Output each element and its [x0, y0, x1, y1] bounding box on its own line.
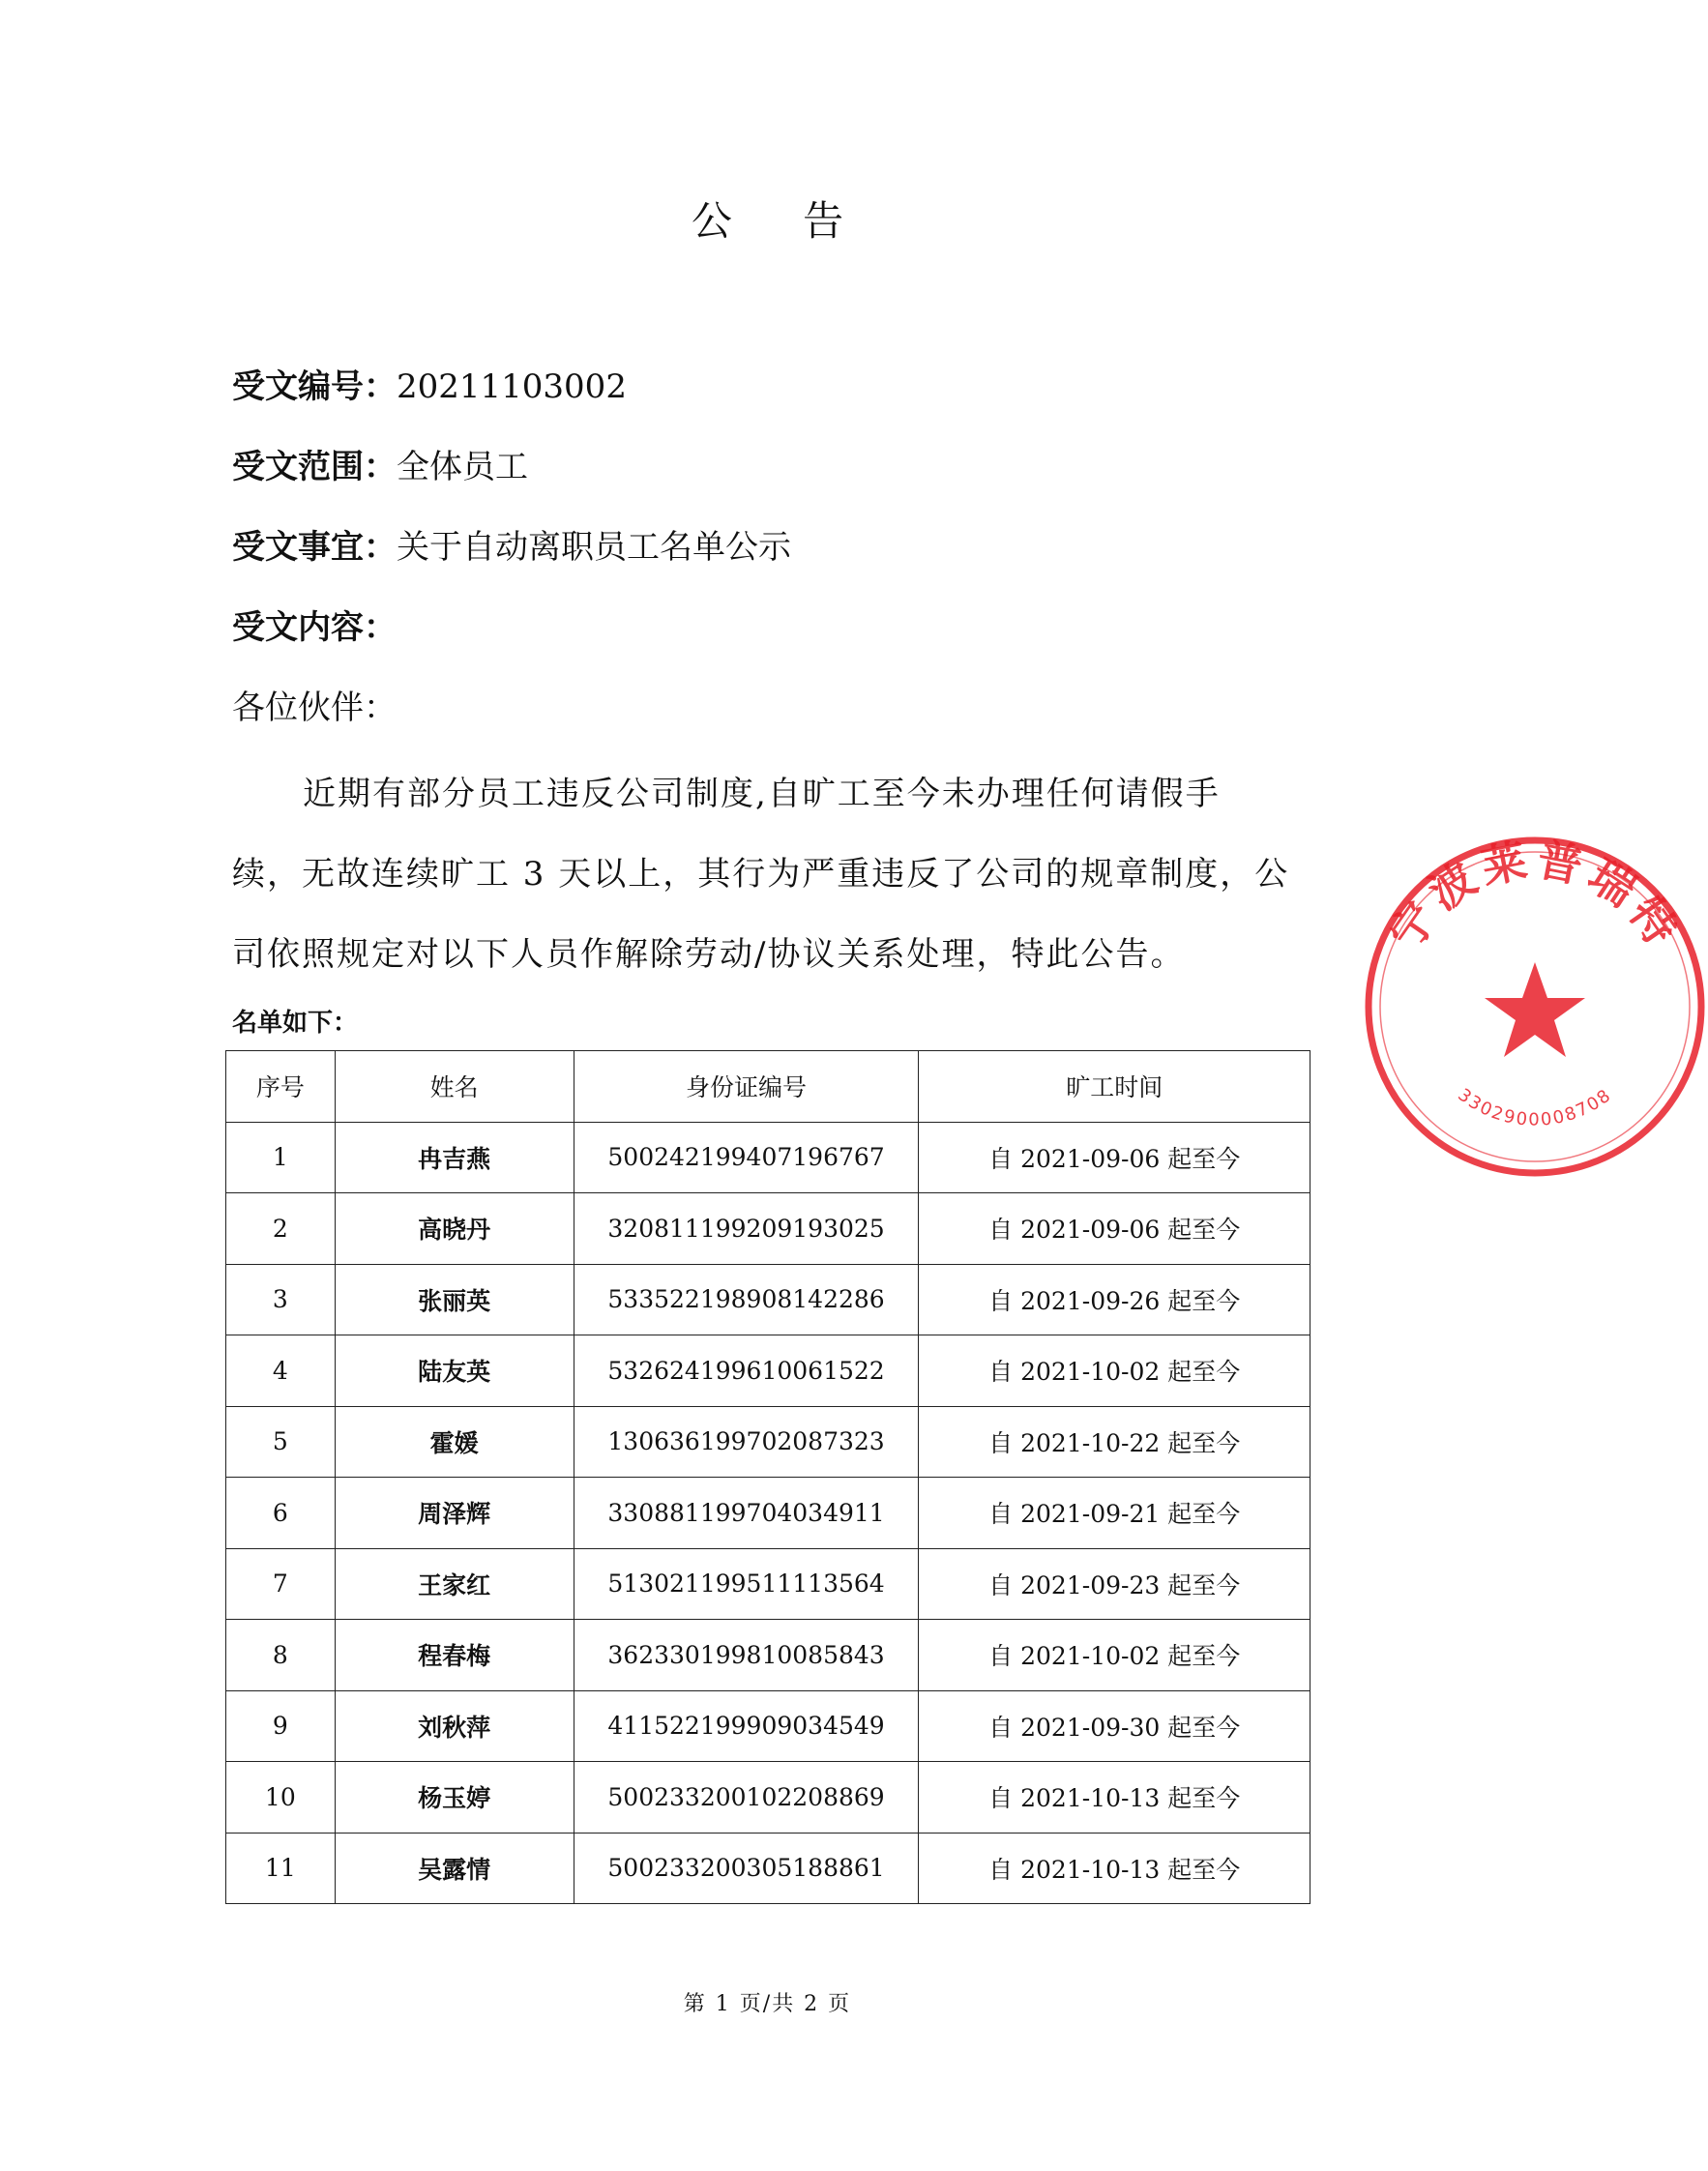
cell-seq: 9	[226, 1690, 336, 1762]
company-seal	[1362, 834, 1692, 1180]
list-heading: 名单如下：	[232, 1009, 359, 1038]
cell-seq: 6	[226, 1478, 336, 1549]
cell-absence-time: 自 2021-10-13 起至今	[919, 1762, 1310, 1834]
cell-id-number: 320811199209193025	[574, 1193, 919, 1265]
seal-name: 宁波莱普瑞特	[1378, 834, 1692, 959]
cell-absence-time: 自 2021-10-22 起至今	[919, 1406, 1310, 1478]
greeting: 各位伙伴：	[232, 689, 397, 727]
seal-graphic	[1362, 834, 1708, 1180]
doc-matter-label: 受文事宜：	[232, 528, 397, 567]
table-row	[226, 1193, 1310, 1265]
cell-id-number: 513021199511113564	[574, 1548, 919, 1620]
cell-name: 程春梅	[335, 1620, 574, 1691]
doc-matter-value: 关于自动离职员工名单公示	[397, 528, 791, 567]
cell-id-number: 500233200102208869	[574, 1762, 919, 1834]
table-row	[226, 1335, 1310, 1407]
table-row	[226, 1264, 1310, 1335]
cell-name: 陆友英	[335, 1335, 574, 1407]
cell-id-number: 362330199810085843	[574, 1620, 919, 1691]
cell-name: 周泽辉	[335, 1478, 574, 1549]
cell-id-number: 532624199610061522	[574, 1335, 919, 1407]
cell-absence-time: 自 2021-09-26 起至今	[919, 1264, 1310, 1335]
header-seq: 序号	[226, 1051, 336, 1123]
page-footer: 第 1 页/共 2 页	[683, 1992, 852, 2016]
cell-seq: 10	[226, 1762, 336, 1834]
cell-seq: 7	[226, 1548, 336, 1620]
cell-name: 刘秋萍	[335, 1690, 574, 1762]
cell-seq: 2	[226, 1193, 336, 1265]
cell-id-number: 130636199702087323	[574, 1406, 919, 1478]
doc-scope-field	[232, 446, 528, 488]
cell-absence-time: 自 2021-09-21 起至今	[919, 1478, 1310, 1549]
doc-scope-label: 受文范围：	[232, 448, 397, 486]
svg-text:3302900008708	[1454, 1085, 1615, 1130]
doc-number-value: 20211103002	[397, 367, 627, 406]
body-line-2: 续，无故连续旷工 3 天以上，其行为严重违反了公司的规章制度，公	[232, 855, 1290, 894]
cell-seq: 5	[226, 1406, 336, 1478]
header-absence-time: 旷工时间	[919, 1051, 1310, 1123]
table-row	[226, 1548, 1310, 1620]
cell-id-number: 330881199704034911	[574, 1478, 919, 1549]
table-row	[226, 1122, 1310, 1193]
cell-name: 冉吉燕	[335, 1122, 574, 1193]
table-row	[226, 1406, 1310, 1478]
doc-number-field	[232, 366, 627, 408]
cell-seq: 4	[226, 1335, 336, 1407]
doc-number-label: 受文编号：	[232, 367, 397, 406]
cell-absence-time: 自 2021-10-02 起至今	[919, 1335, 1310, 1407]
cell-absence-time: 自 2021-09-23 起至今	[919, 1548, 1310, 1620]
employee-table	[225, 1050, 1310, 1904]
cell-id-number: 500242199407196767	[574, 1122, 919, 1193]
cell-id-number: 533522198908142286	[574, 1264, 919, 1335]
cell-absence-time: 自 2021-09-06 起至今	[919, 1193, 1310, 1265]
header-name: 姓名	[335, 1051, 574, 1123]
doc-content-field	[232, 606, 397, 649]
body-line-3: 司依照规定对以下人员作解除劳动/协议关系处理，特此公告。	[232, 935, 1186, 974]
cell-name: 高晓丹	[335, 1193, 574, 1265]
doc-matter-field	[232, 526, 791, 569]
cell-seq: 3	[226, 1264, 336, 1335]
cell-absence-time: 自 2021-10-02 起至今	[919, 1620, 1310, 1691]
cell-absence-time: 自 2021-10-13 起至今	[919, 1833, 1310, 1904]
table-row	[226, 1478, 1310, 1549]
table-row	[226, 1690, 1310, 1762]
cell-absence-time: 自 2021-09-06 起至今	[919, 1122, 1310, 1193]
table-row	[226, 1762, 1310, 1834]
cell-absence-time: 自 2021-09-30 起至今	[919, 1690, 1310, 1762]
cell-seq: 8	[226, 1620, 336, 1691]
table-header-row	[226, 1051, 1310, 1123]
cell-name: 吴露情	[335, 1833, 574, 1904]
seal-code: 3302900008708	[1454, 1084, 1616, 1130]
page-title: 公 告	[691, 197, 873, 245]
cell-seq: 11	[226, 1833, 336, 1904]
table-row	[226, 1620, 1310, 1691]
cell-id-number: 411522199909034549	[574, 1690, 919, 1762]
cell-name: 杨玉婷	[335, 1762, 574, 1834]
cell-name: 张丽英	[335, 1264, 574, 1335]
cell-id-number: 500233200305188861	[574, 1833, 919, 1904]
doc-content-label: 受文内容：	[232, 608, 397, 647]
cell-name: 王家红	[335, 1548, 574, 1620]
doc-scope-value: 全体员工	[397, 448, 528, 486]
header-id-number: 身份证编号	[574, 1051, 919, 1123]
cell-seq: 1	[226, 1122, 336, 1193]
cell-name: 霍媛	[335, 1406, 574, 1478]
body-line-1: 近期有部分员工违反公司制度,自旷工至今未办理任何请假手	[303, 775, 1221, 813]
table-row	[226, 1833, 1310, 1904]
